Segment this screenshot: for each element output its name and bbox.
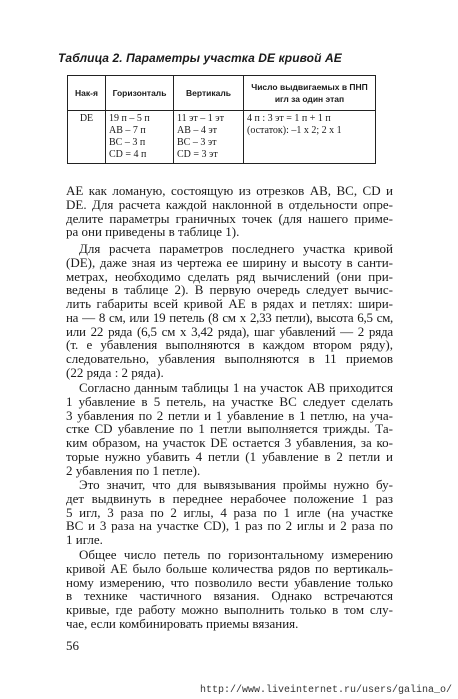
text-line: 3 убавления по 2 петли и 1 убавление в 1 петлю, на уча- [66, 407, 393, 423]
text-line: стке CD убавление по 1 петли выполняется трижды. Та- [66, 421, 393, 437]
text-line: или 22 ряда (6,5 см х 3,42 ряда), шаг убавлений — 2 ряда [66, 323, 393, 339]
horizontal-line: CD = 4 п [109, 149, 147, 160]
table-row [68, 111, 376, 164]
header-needles: Число выдвигаемых в ПНП игл за один этап [244, 76, 376, 111]
paragraph-2 [66, 242, 393, 380]
text-line: ким образом, на участок DE остается 3 убавления, за ко- [66, 435, 393, 451]
text-line: (т. е убавления выполняются в каждом втором ряду), [66, 337, 393, 353]
text-line: ВС и 3 раза на участке CD), 1 раз по 2 иглы и 2 раза по [66, 518, 393, 534]
text-line: кривой АЕ было больше количества рядов по вертикаль- [66, 560, 393, 576]
cell-vertical [174, 111, 244, 164]
paragraph-4 [66, 478, 393, 547]
watermark-url: http://www.liveinternet.ru/users/galina_o/ [199, 685, 452, 696]
text-line: АЕ как ломаную, состоящую из отрезков АВ, ВС, CD и [66, 183, 393, 198]
parameters-table [67, 75, 376, 164]
needles-line: (остаток): –1 х 2; 2 х 1 [247, 125, 342, 136]
cell-horizontal [106, 111, 174, 164]
text-line: 1 игле. [66, 532, 103, 548]
text-line: ра они приведены в таблице 1). [66, 224, 240, 240]
text-line: 1 убавление в 5 петель, на участке ВС следует сделать [66, 393, 393, 409]
text-line: Общее число петель по горизонтальному измерению [79, 547, 393, 562]
cell-name: DE [68, 111, 106, 164]
horizontal-line: 19 п – 5 п [109, 113, 150, 124]
vertical-line: CD = 3 эт [177, 149, 218, 160]
paragraph-3 [66, 381, 393, 477]
vertical-line: BC – 3 эт [177, 137, 217, 148]
cell-needles [244, 111, 376, 164]
text-line: Согласно данным таблицы 1 на участок АВ приходится [79, 380, 393, 395]
text-line: дет выдвинуть в переднее нерабочее положение 1 раз [66, 490, 393, 506]
paragraph-5 [66, 548, 393, 631]
table-header-row [68, 76, 376, 111]
horizontal-line: AB – 7 п [109, 125, 146, 136]
text-line: ведены в таблице 2). В первую очередь следует вычис- [66, 282, 393, 298]
text-line: (22 ряда : 2 ряда). [66, 364, 164, 380]
vertical-line: 11 эт – 1 эт [177, 113, 224, 124]
paragraph-1 [66, 184, 393, 239]
text-line: (DE), даже зная из чертежа ее ширину и высоту в санти- [66, 254, 393, 270]
text-line: ному измерению, что позволило вести убавление только [66, 574, 393, 590]
text-line: 2 убавления по 1 петле). [66, 462, 201, 478]
text-line: на — 8 см, или 19 петель (8 см х 2,33 петли), высота 6,5 см, [66, 309, 393, 325]
horizontal-line: BC – 3 п [109, 137, 146, 148]
text-line: DE. Для расчета каждой наклонной в отдельности опре- [66, 196, 393, 212]
header-horizontal: Горизонталь [106, 76, 174, 111]
text-line: торые нужно убавить 4 петли (1 убавление в 2 петли и [66, 448, 393, 464]
table-caption: Таблица 2. Параметры участка DE кривой АЕ [58, 51, 342, 65]
vertical-line: AB – 4 эт [177, 125, 218, 136]
text-line: метрах, необходимо сделать ряд вычислений (они при- [66, 268, 393, 284]
text-line: делите параметры граничных точек (для нашего приме- [66, 210, 393, 226]
text-line: чае, если комбинировать приемы вязания. [66, 615, 299, 631]
text-line: Это значит, что для вывязывания проймы нужно бу- [79, 477, 393, 492]
text-line: следовательно, убавления выполняются в 11 приемов [66, 351, 393, 367]
header-vertical: Вертикаль [174, 76, 244, 111]
needles-line: 4 п : 3 эт = 1 п + 1 п [247, 113, 331, 124]
text-line: в технике частичного вязания. Однако встречаются [66, 588, 393, 604]
text-line: лить габариты всей кривой АЕ в рядах и петлях: шири- [66, 296, 393, 312]
text-line: кривые, где работу можно выполнить только в том слу- [66, 602, 393, 618]
text-line: Для расчета параметров последнего участка кривой [79, 241, 393, 256]
text-line: 5 игл, 3 раза по 2 иглы, 4 раза по 1 игле (на участке [66, 504, 393, 520]
page-number: 56 [66, 638, 79, 653]
header-name: Нак-я [68, 76, 106, 111]
